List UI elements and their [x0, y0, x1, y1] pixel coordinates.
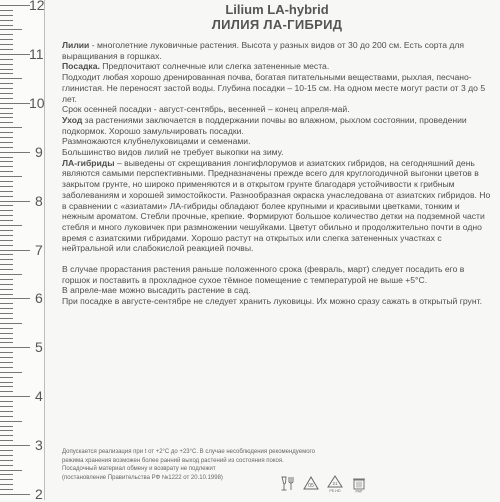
ruler-tick [0, 176, 22, 177]
packet-back [60, 0, 494, 500]
paragraph-august-september: При посадке в августе-сентябре не следует хранить луковицы. Их можно сразу сажать в открытый грунт. [62, 296, 482, 307]
ruler-tick [0, 220, 13, 221]
ruler-tick [0, 210, 13, 211]
ruler-tick [0, 127, 22, 128]
ruler-tick [0, 382, 13, 383]
ruler-tick [0, 240, 13, 241]
paragraph-lilies: Лилии - многолетние луковичные растения. Высота у разных видов от 30 до 200 см. Есть сорта для выращивания в горшках. [62, 40, 465, 61]
ruler-tick [0, 328, 13, 329]
ruler-tick [0, 59, 13, 60]
paragraph-la-hybrids: ЛА-гибриды – выведены от скрещивания лонгифлорумов и азиатских гибридов, на сегодняшний день являются самыми перспективными. Предназначены прежде всего для круглогодичной выгонки цветов в закрытом грунте, но широко применяются и в открытом грунте благодаря устойчивости к грибным заболеваниям и хорошей зимостойкости. Разнообразная окраска унаследована от азиатских гибридов. Но в сравнении с «азиатами» ЛА-гибриды обладают более крупными и красивыми цветками, тонким и нежным ароматом. Стебли прочные, крепкие. Формируют большое количество детки на подземной части стебля и много луковичек при размножении чешуйками. Цветут обильно и продолжительно почти в одно время с азиатскими гибридами. Хорошо растут на открытых или слегка затененных участках с нейтральной или слабокислой реакцией почвы. [62, 157, 491, 254]
ruler-tick [0, 313, 13, 314]
latin-title: Lilium LA-hybrid [225, 2, 329, 17]
ruler-tick [0, 34, 13, 35]
ruler-number: 5 [35, 339, 43, 356]
paragraph-planting: Посадка. Предпочитают солнечные или слегка затененные места. [62, 61, 330, 72]
ruler-tick [0, 342, 13, 343]
ruler-tick [0, 181, 13, 182]
ruler-tick [0, 142, 13, 143]
ruler-number: 7 [35, 241, 43, 258]
ruler-tick [0, 279, 13, 280]
ruler-tick [0, 323, 22, 324]
ruler-tick [0, 289, 13, 290]
ruler-tick [0, 5, 30, 6]
ruler-tick [0, 10, 13, 11]
glass-fork-icon [278, 475, 296, 493]
ruler-number: 4 [35, 388, 43, 405]
ruler-tick [0, 245, 13, 246]
ruler-number: 6 [35, 290, 43, 307]
ruler-tick [0, 465, 13, 466]
ruler-tick [0, 386, 13, 387]
ruler-tick [0, 396, 30, 397]
ruler-tick [0, 372, 22, 373]
ruler-tick [0, 225, 22, 226]
ruler-tick [0, 421, 22, 422]
svg-text:21: 21 [332, 481, 338, 486]
ruler-tick [0, 484, 13, 485]
ruler-tick [0, 250, 30, 251]
ruler-tick [0, 15, 13, 16]
footer-line: (постановление Правительства РФ №1222 от 20.10.1998) [62, 474, 223, 481]
ruler-tick [0, 171, 13, 172]
ruler-tick [0, 269, 13, 270]
ruler-tick [0, 147, 13, 148]
ruler-tick [0, 406, 13, 407]
ruler-tick [0, 29, 22, 30]
ruler-number: 2 [35, 486, 43, 502]
ruler-tick [0, 264, 13, 265]
ruler-tick [0, 284, 13, 285]
bin-icon [350, 475, 368, 493]
ruler-tick [0, 113, 13, 114]
description-text [62, 40, 492, 307]
ruler-tick [0, 166, 13, 167]
svg-text:PAP: PAP [355, 489, 363, 493]
ruler-tick [0, 205, 13, 206]
ruler-tick [0, 474, 13, 475]
ruler-tick [0, 338, 13, 339]
ruler-tick [0, 201, 30, 202]
ruler-tick [0, 445, 30, 446]
paragraph-early-sprouting: В случае прорастания растения раньше положенного срока (февраль, март) следует посадить его в горшок и поставить в прохладное сухое тёмное помещение с температурой не выше +5°С. [62, 264, 465, 285]
recycling-symbols [278, 475, 368, 493]
ruler-tick [0, 25, 13, 26]
ruler-tick [0, 93, 13, 94]
recycle-21-icon [326, 475, 344, 493]
ruler-tick [0, 455, 13, 456]
ruler-tick [0, 440, 13, 441]
ruler-tick [0, 137, 13, 138]
ruler-tick [0, 152, 30, 153]
ruler-tick [0, 494, 30, 495]
ruler-tick [0, 377, 13, 378]
ruler-tick [0, 254, 13, 255]
russian-title: ЛИЛИЯ ЛА-ГИБРИД [211, 17, 343, 32]
ruler-number: 11 [29, 45, 44, 62]
ruler-tick [0, 294, 13, 295]
ruler-tick [0, 44, 13, 45]
ruler-tick [0, 259, 13, 260]
ruler-tick [0, 367, 13, 368]
paragraph-care: Уход за растениями заключается в поддержании почвы во влажном, рыхлом состоянии, проведении подкормок. Хорошо замульчировать посадки. [62, 114, 467, 136]
ruler-tick [0, 215, 13, 216]
ruler-tick [0, 196, 13, 197]
ruler-tick [0, 450, 13, 451]
ruler-tick [0, 362, 13, 363]
ruler-tick [0, 64, 13, 65]
ruler-tick [0, 426, 13, 427]
ruler-tick [0, 98, 13, 99]
ruler-tick [0, 430, 13, 431]
ruler-tick [0, 78, 22, 79]
ruler-tick [0, 391, 13, 392]
ruler-tick [0, 303, 13, 304]
ruler-tick [0, 186, 13, 187]
ruler-tick [0, 435, 13, 436]
ruler-tick [0, 73, 13, 74]
paragraph-soil: Подходит любая хорошо дренированная почва, богатая питательными веществами, рыхлая, песчано-глинистая. Не переносят застой воды. Глубина посадки – 10-15 см. На одном месте могут расти от 3 до 5 лет. [62, 72, 486, 104]
ruler-tick [0, 357, 13, 358]
ruler-number: 3 [35, 437, 43, 454]
ruler-tick [0, 298, 30, 299]
ruler-number: 12 [29, 0, 45, 13]
ruler-tick [0, 416, 13, 417]
ruler-tick [0, 347, 30, 348]
ruler-tick [0, 318, 13, 319]
ruler-tick [0, 49, 13, 50]
svg-text:05: 05 [308, 483, 314, 489]
ruler-tick [0, 108, 13, 109]
ruler-tick [0, 235, 13, 236]
ruler-tick [0, 333, 13, 334]
ruler-tick [0, 20, 13, 21]
ruler-tick [0, 191, 13, 192]
ruler-tick [0, 489, 13, 490]
ruler-number: 8 [35, 192, 43, 209]
ruler-tick [0, 308, 13, 309]
ruler-tick [0, 132, 13, 133]
footer-line: Посадочный материал обмену и возврату не подлежит [62, 466, 216, 473]
paragraph-propagation: Размножаются клубнелуковицами и семенами. [62, 136, 251, 147]
ruler-tick [0, 460, 13, 461]
paragraph-winter: Большинство видов лилий не требует выкопки на зиму. [62, 147, 284, 158]
ruler-tick [0, 230, 13, 231]
ruler-tick [0, 352, 13, 353]
ruler-tick [0, 69, 13, 70]
ruler-tick [0, 274, 22, 275]
paragraph-planting-time: Срок осенней посадки - август-сентябрь, весенней – конец апреля-май. [62, 104, 350, 115]
ruler-tick [0, 122, 13, 123]
ruler-tick [0, 39, 13, 40]
footer-line: режима хранения возможен более ранний выход растений из состояния покоя. [62, 457, 284, 464]
ruler-tick [0, 83, 13, 84]
ruler-tick [0, 161, 13, 162]
footer-line: Допускается реализация при t от +2°С до +23°С. В случае несоблюдения рекомендуемого [62, 449, 315, 455]
ruler-tick [0, 117, 13, 118]
ruler-tick [0, 479, 13, 480]
svg-text:PE-HD: PE-HD [329, 489, 341, 493]
ruler-number: 10 [29, 94, 45, 111]
ruler-tick [0, 54, 30, 55]
ruler-tick [0, 470, 22, 471]
ruler-tick [0, 411, 13, 412]
ruler-tick [0, 401, 13, 402]
paragraph-april-may: В апреле-мае можно высадить растение в сад. [62, 285, 251, 296]
ruler-tick [0, 157, 13, 158]
ruler-tick [0, 88, 13, 89]
ruler-number: 9 [35, 143, 43, 160]
ruler-tick [0, 103, 30, 104]
measuring-ruler [0, 0, 45, 500]
recycle-05-icon [302, 475, 320, 493]
